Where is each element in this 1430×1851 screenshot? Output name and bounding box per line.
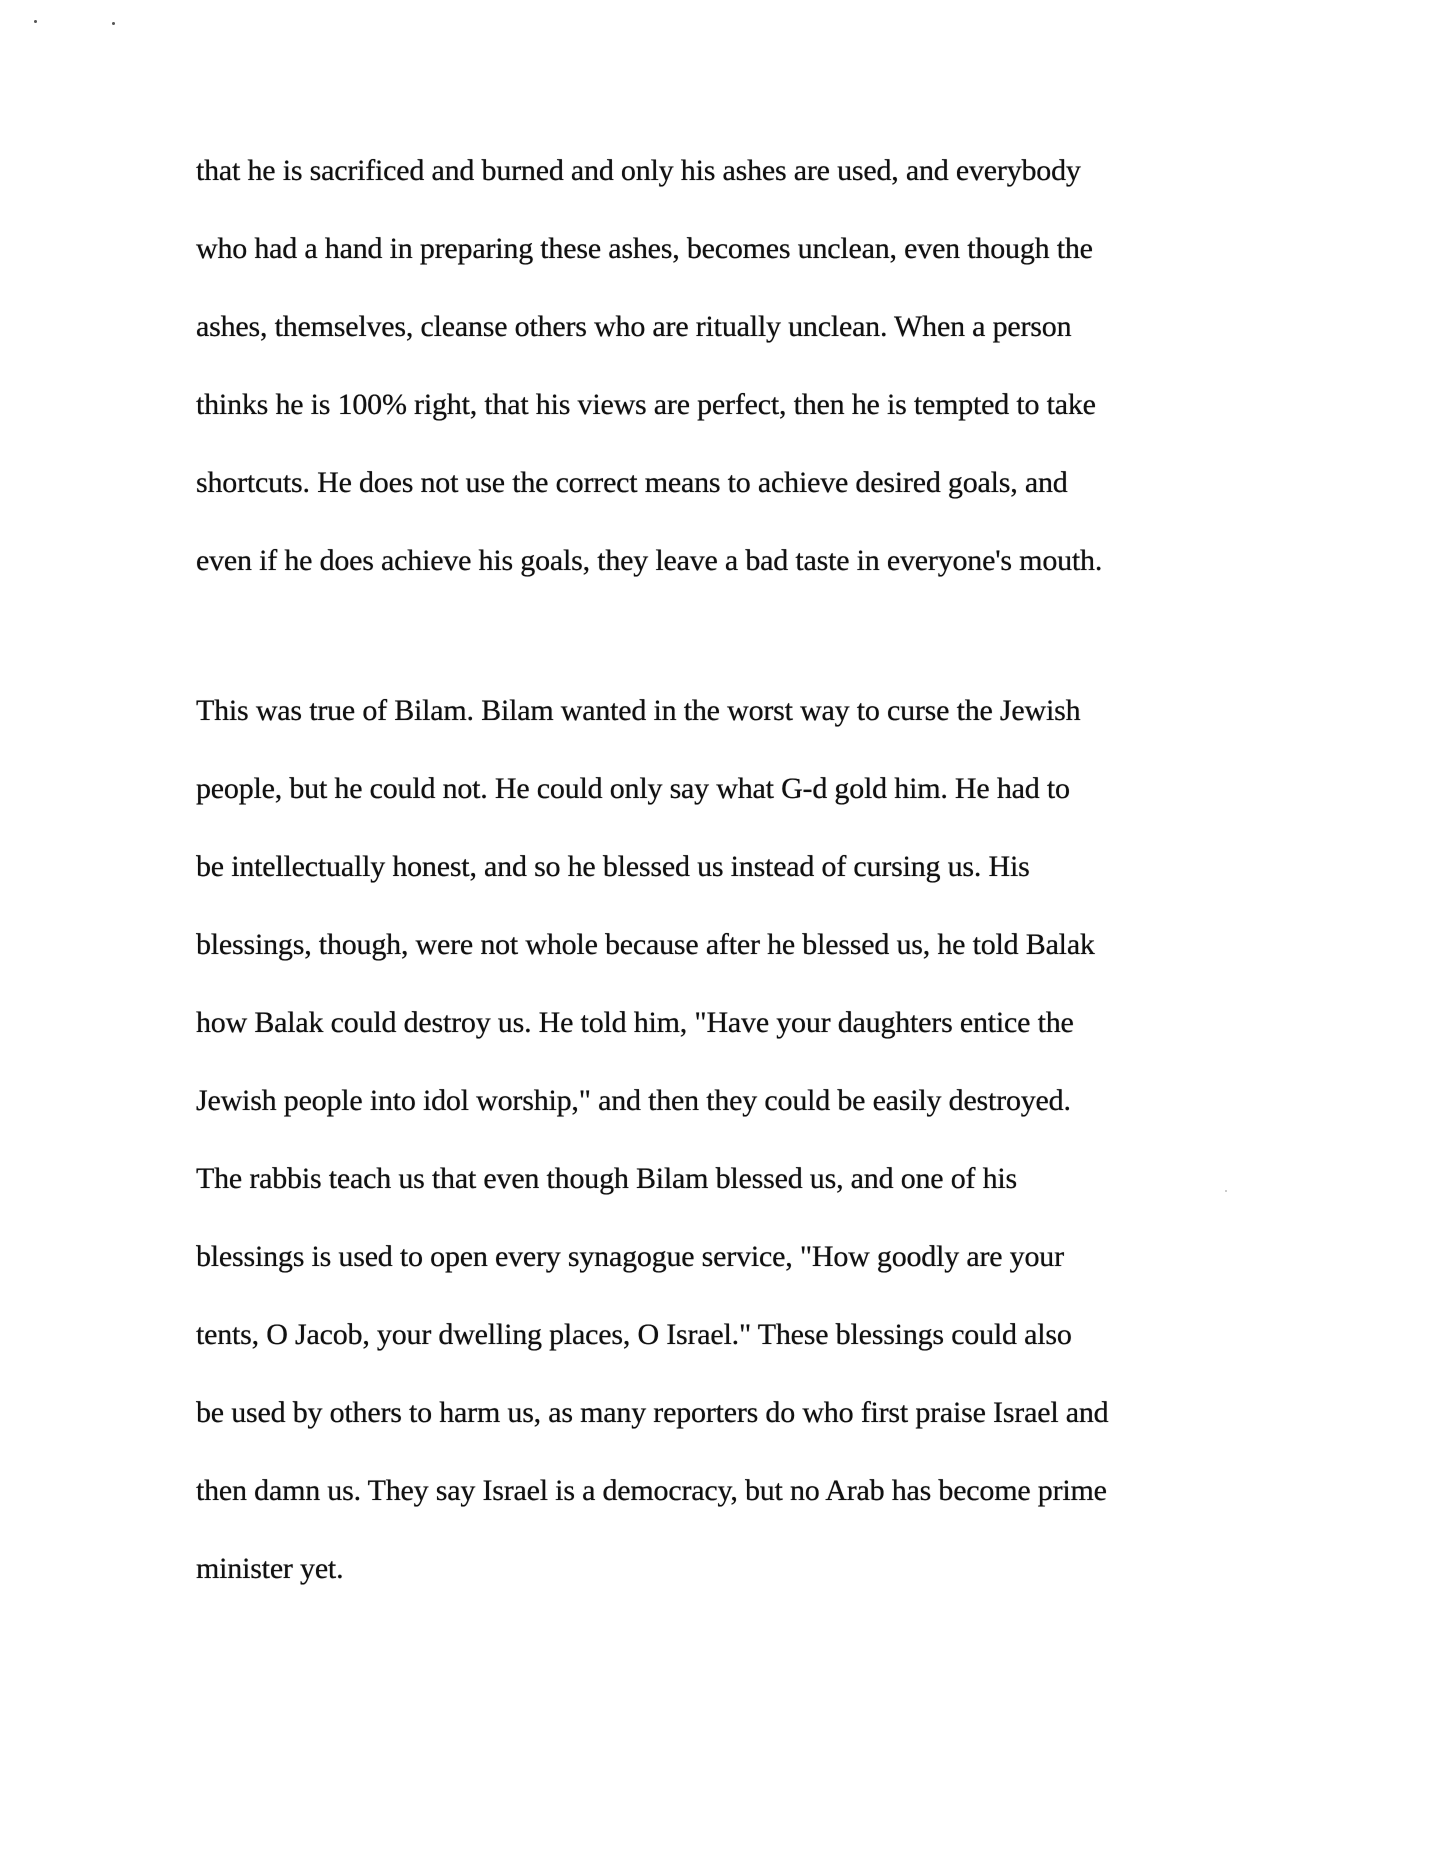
text-line: blessings is used to open every synagogue service, "How goodly are your [196, 1240, 1064, 1273]
scan-speck [34, 20, 37, 23]
text-line: be used by others to harm us, as many reporters do who first praise Israel and [196, 1396, 1109, 1429]
paragraph-bilam [196, 672, 1256, 1608]
text-line: be intellectually honest, and so he blessed us instead of cursing us. His [196, 850, 1030, 883]
text-line: thinks he is 100% right, that his views are perfect, then he is tempted to take [196, 388, 1096, 421]
text-line: shortcuts. He does not use the correct means to achieve desired goals, and [196, 466, 1068, 499]
text-line: people, but he could not. He could only say what G-d gold him. He had to [196, 772, 1070, 805]
scan-speck [112, 22, 115, 25]
text-line: ashes, themselves, cleanse others who are ritually unclean. When a person [196, 310, 1072, 343]
text-line: tents, O Jacob, your dwelling places, O Israel." These blessings could also [196, 1318, 1072, 1351]
text-line: who had a hand in preparing these ashes, becomes unclean, even though the [196, 232, 1093, 265]
text-line: that he is sacrificed and burned and only his ashes are used, and everybody [196, 154, 1081, 187]
text-line: then damn us. They say Israel is a democracy, but no Arab has become prime [196, 1474, 1107, 1507]
text-line: This was true of Bilam. Bilam wanted in the worst way to curse the Jewish [196, 694, 1081, 727]
paragraph-ashes [196, 132, 1256, 600]
text-line: even if he does achieve his goals, they leave a bad taste in everyone's mouth. [196, 544, 1103, 577]
text-line: Jewish people into idol worship," and then they could be easily destroyed. [196, 1084, 1071, 1117]
text-line: The rabbis teach us that even though Bilam blessed us, and one of his [196, 1162, 1018, 1195]
text-line: blessings, though, were not whole because after he blessed us, he told Balak [196, 928, 1095, 961]
text-line: minister yet. [196, 1552, 344, 1585]
text-line: how Balak could destroy us. He told him, "Have your daughters entice the [196, 1006, 1074, 1039]
